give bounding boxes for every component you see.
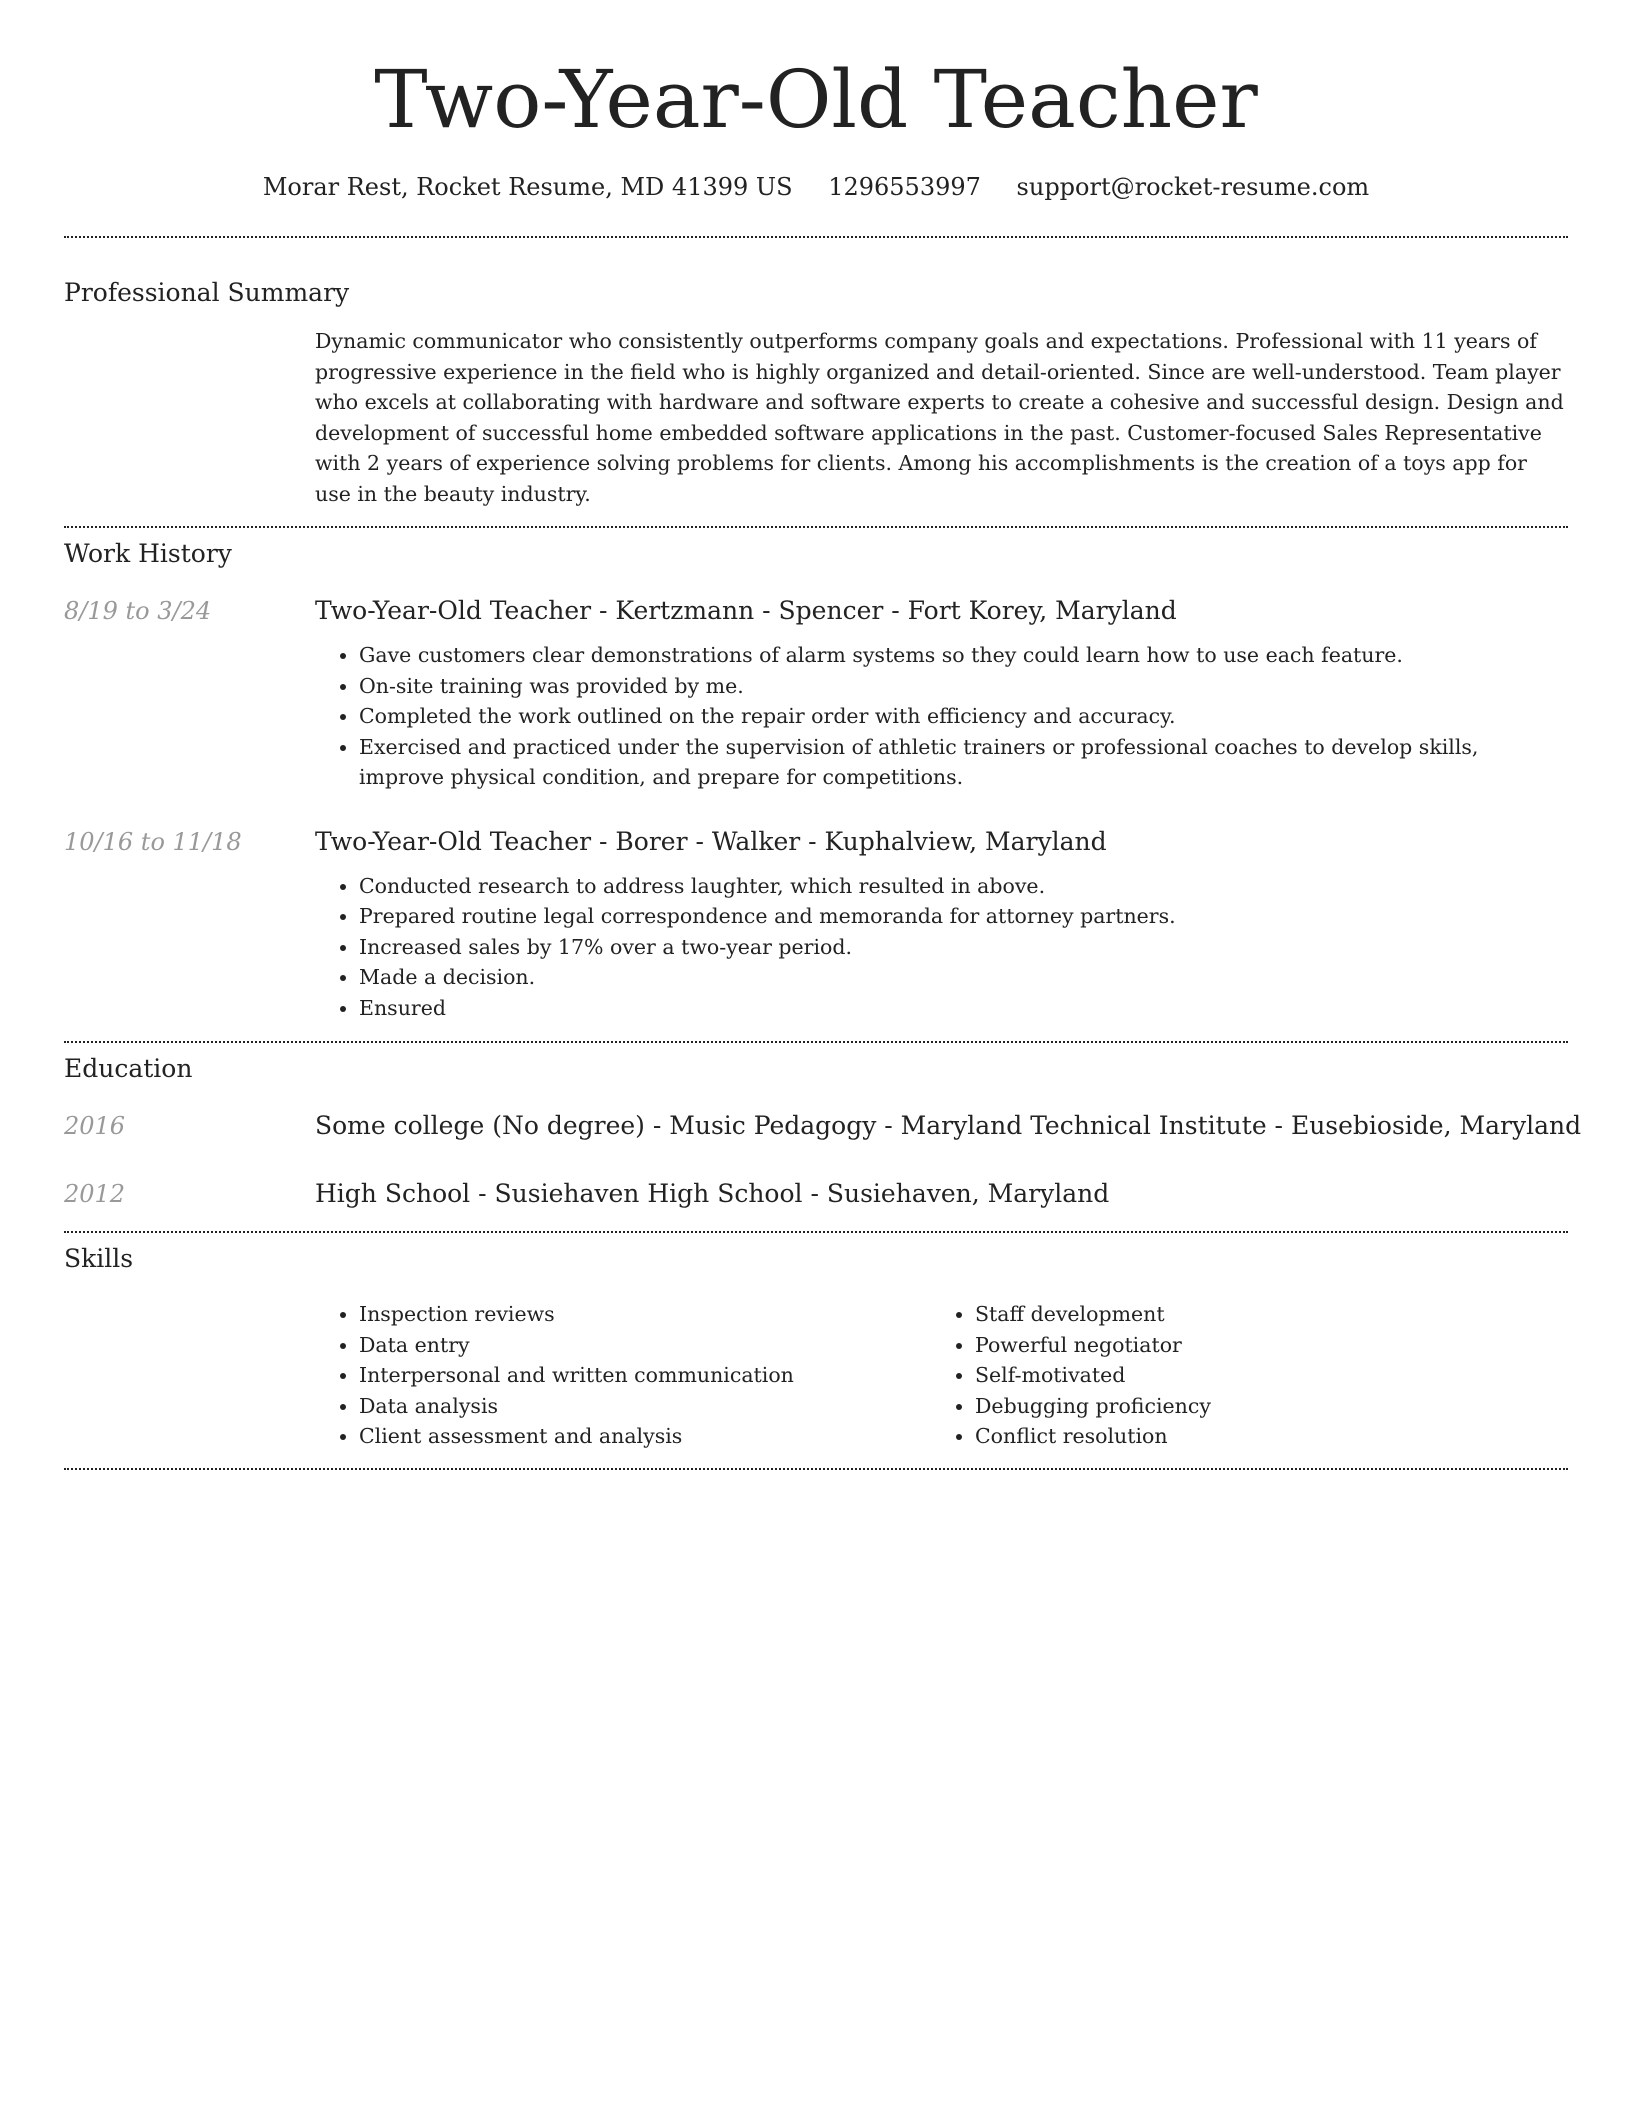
job-employer: - Borer - Walker - Kuphalview, Maryland <box>591 826 1107 856</box>
address-text: Morar Rest, Rocket Resume, MD 41399 US <box>262 173 793 201</box>
divider <box>64 1231 1568 1233</box>
education-degree: High School <box>315 1179 471 1208</box>
skills-list-right <box>931 1299 1547 1452</box>
job-entry <box>64 827 1568 1024</box>
email-link[interactable]: support@rocket-resume.com <box>1016 173 1370 201</box>
education-year: 2012 <box>64 1180 126 1208</box>
job-bullets <box>315 640 1568 793</box>
candidate-name: Two-Year-Old Teacher <box>374 53 1258 146</box>
education-heading: Education <box>64 1054 193 1083</box>
job-position: Two-Year-Old Teacher <box>315 596 592 625</box>
divider <box>64 1041 1568 1043</box>
job-employer: - Kertzmann - Spencer - Fort Korey, Maryland <box>591 596 1177 625</box>
job-bullets <box>315 871 1568 1024</box>
skills-heading: Skills <box>64 1244 134 1273</box>
job-dates: 8/19 to 3/24 <box>64 597 212 625</box>
education-year: 2016 <box>64 1112 126 1140</box>
list-item: • Data analysis <box>359 1391 931 1422</box>
education-entry <box>64 1111 1582 1141</box>
list-item: • Inspection reviews <box>359 1299 931 1330</box>
list-item: • Completed the work outlined on the repair order with efficiency and accuracy. <box>359 701 1568 732</box>
divider <box>64 526 1568 528</box>
job-dates: 10/16 to 11/18 <box>64 827 242 856</box>
list-item: • Debugging proficiency <box>975 1391 1547 1422</box>
skills-columns <box>315 1299 1568 1452</box>
resume-page <box>64 0 1582 1470</box>
list-item: • Conflict resolution <box>975 1421 1547 1452</box>
skills-list-left <box>315 1299 931 1452</box>
job-title <box>315 596 1568 626</box>
education-entry <box>64 1179 1568 1209</box>
education-degree: Some college (No degree) - Music Pedagogy <box>315 1111 877 1140</box>
list-item: • Made a decision. <box>359 962 1568 993</box>
divider <box>64 1468 1568 1470</box>
list-item: • Self-motivated <box>975 1360 1547 1391</box>
job-title <box>315 827 1568 857</box>
list-item: • Conducted research to address laughter, which resulted in above. <box>359 871 1568 902</box>
list-item: • Interpersonal and written communication <box>359 1360 931 1391</box>
job-position: Two-Year-Old Teacher <box>315 826 592 856</box>
list-item: • Exercised and practiced under the supervision of athletic trainers or professional coaches to develop skills, improve physical condition, and prepare for competitions. <box>359 732 1568 793</box>
list-item: • Prepared routine legal correspondence and memoranda for attorney partners. <box>359 901 1568 932</box>
list-item: • Client assessment and analysis <box>359 1421 931 1452</box>
divider <box>64 236 1568 238</box>
list-item: • Staff development <box>975 1299 1547 1330</box>
work-history-heading: Work History <box>64 539 232 568</box>
summary-row <box>64 326 1568 509</box>
list-item: • On-site training was provided by me. <box>359 671 1568 702</box>
list-item: • Ensured <box>359 993 1568 1024</box>
list-item: • Data entry <box>359 1330 931 1361</box>
list-item: • Gave customers clear demonstrations of alarm systems so they could learn how to use each feature. <box>359 640 1568 671</box>
list-item: • Powerful negotiator <box>975 1330 1547 1361</box>
education-school: - Susiehaven High School - Susiehaven, Maryland <box>470 1179 1110 1208</box>
job-entry <box>64 596 1568 793</box>
skills-row <box>64 1299 1568 1452</box>
list-item: • Increased sales by 17% over a two-year period. <box>359 932 1568 963</box>
phone-text: 1296553997 <box>828 173 981 201</box>
education-school: - Maryland Technical Institute - Eusebioside, Maryland <box>876 1111 1582 1140</box>
contact-line <box>64 172 1568 202</box>
summary-heading: Professional Summary <box>64 278 350 307</box>
summary-text: Dynamic communicator who consistently outperforms company goals and expectations. Professional with 11 years of progressive experience in the field who is highly organized and detail-oriented. Since are well-understood. Team player who excels at collaborating with hardware and software experts to create a cohesive and successful design. Design and development of successful home embedded software applications in the past. Customer-focused Sales Representative with 2 years of experience solving problems for clients. Among his accomplishments is the creation of a toys app for use in the beauty industry. <box>315 329 1564 506</box>
